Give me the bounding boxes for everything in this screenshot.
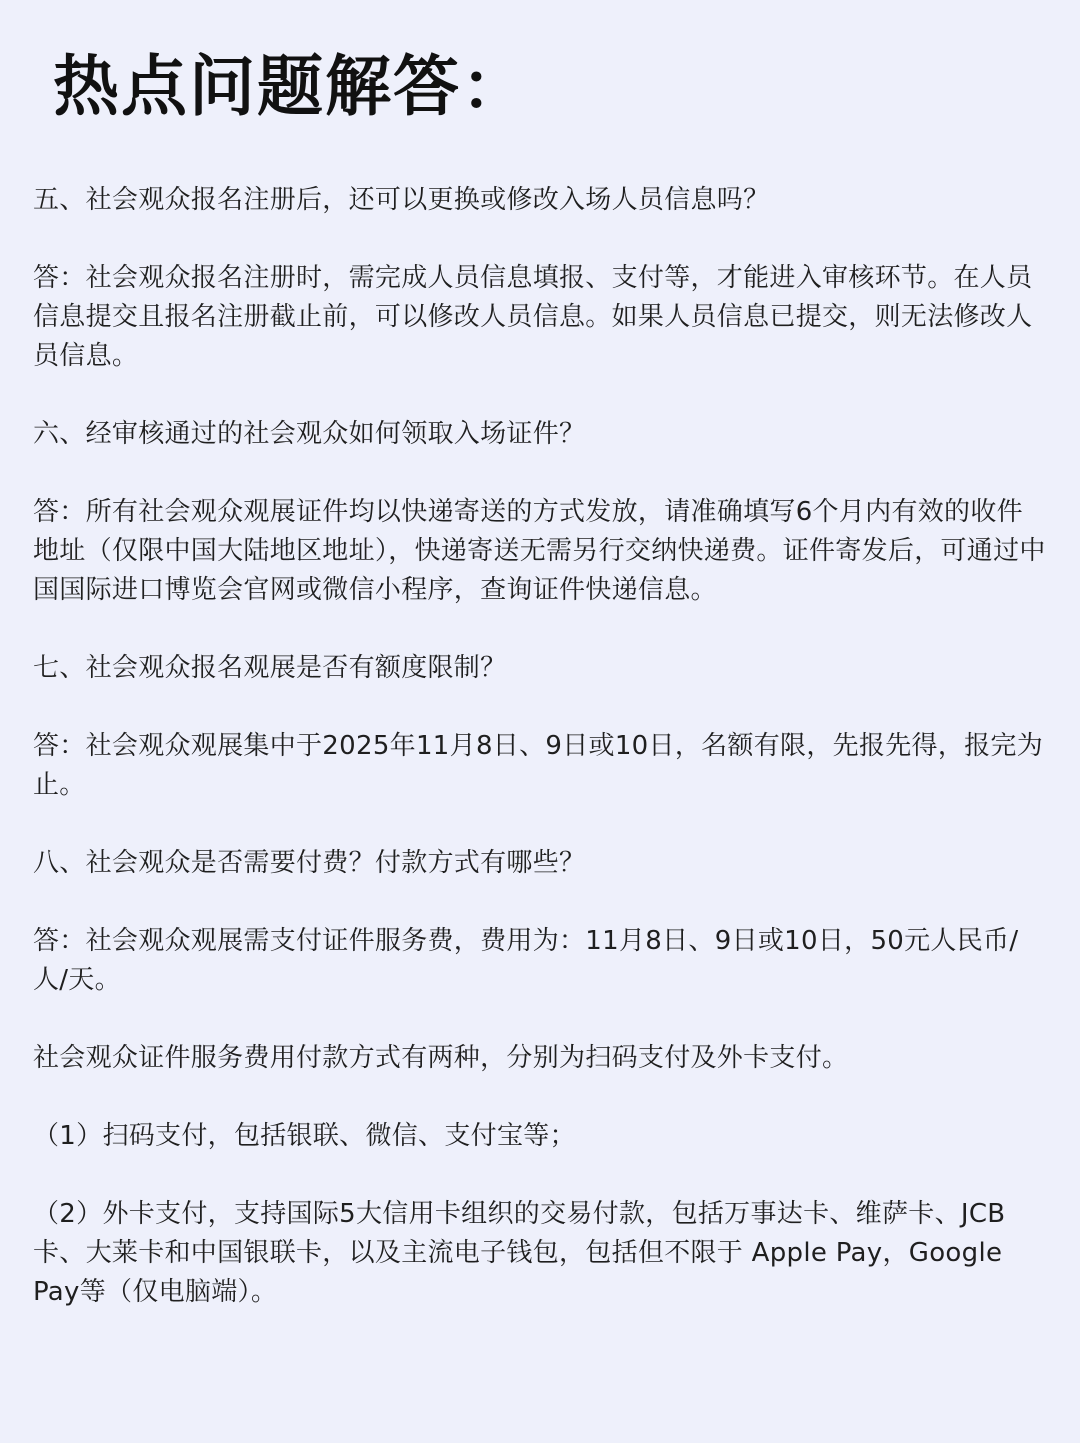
question-7: 七、社会观众报名观展是否有额度限制？	[33, 653, 507, 683]
payment-method-card: （2）外卡支付，支持国际5大信用卡组织的交易付款，包括万事达卡、维萨卡、JCB卡、大莱卡和中国银联卡，以及主流电子钱包，包括但不限于 Apple Pay，Google Pay等（仅电脑端）。	[33, 1199, 1006, 1307]
question-5: 五、社会观众报名注册后，还可以更换或修改入场人员信息吗？	[33, 185, 770, 215]
payment-method-scan: （1）扫码支付，包括银联、微信、支付宝等；	[33, 1121, 576, 1151]
question-6: 六、经审核通过的社会观众如何领取入场证件？	[33, 419, 586, 449]
page-title: 热点问题解答：	[53, 48, 529, 125]
answer-7: 答：社会观众观展集中于2025年11月8日、9日或10日，名额有限，先报先得，报完为止。	[33, 731, 1044, 800]
answer-5: 答：社会观众报名注册时，需完成人员信息填报、支付等，才能进入审核环节。在人员信息提交且报名注册截止前，可以修改人员信息。如果人员信息已提交，则无法修改人员信息。	[33, 263, 1033, 371]
answer-8: 答：社会观众观展需支付证件服务费，费用为：11月8日、9日或10日，50元人民币/人/天。	[33, 926, 1019, 995]
payment-methods-intro: 社会观众证件服务费用付款方式有两种，分别为扫码支付及外卡支付。	[33, 1043, 849, 1073]
answer-6: 答：所有社会观众观展证件均以快递寄送的方式发放，请准确填写6个月内有效的收件地址（仅限中国大陆地区地址），快递寄送无需另行交纳快递费。证件寄发后，可通过中国国际进口博览会官网或微信小程序，查询证件快递信息。	[33, 497, 1046, 605]
faq-content	[33, 181, 1046, 1312]
question-8: 八、社会观众是否需要付费？付款方式有哪些？	[33, 848, 586, 878]
